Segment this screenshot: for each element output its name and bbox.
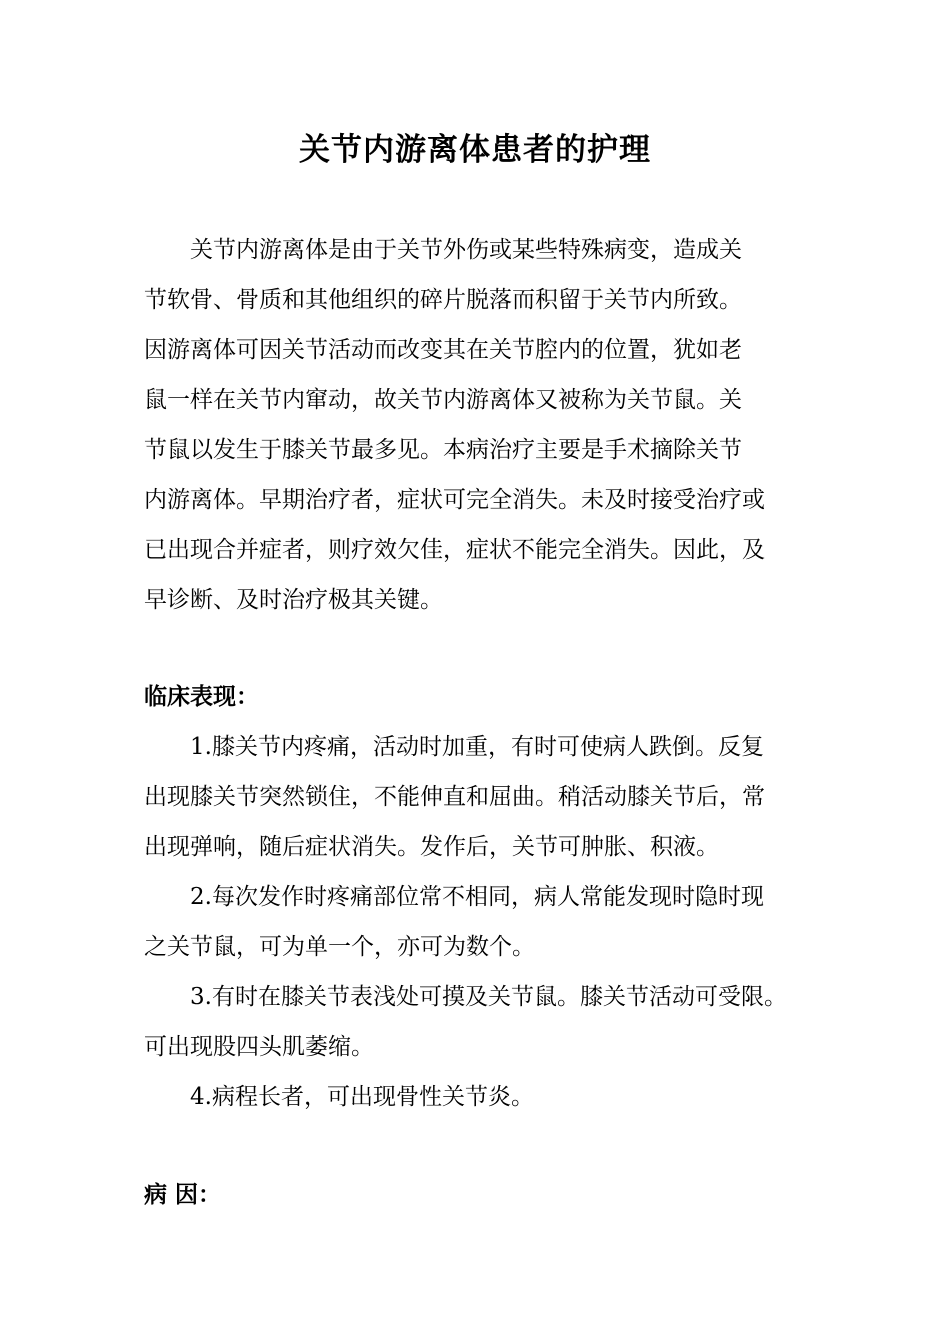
clinical-line: 可出现股四头肌萎缩。 [144,1034,374,1060]
clinical-line: 1.膝关节内疼痛，活动时加重，有时可使病人跌倒。反复 [190,734,764,760]
clinical-line: 4.病程长者，可出现骨性关节炎。 [190,1084,534,1110]
intro-line: 节鼠以发生于膝关节最多见。本病治疗主要是手术摘除关节 [144,437,742,463]
intro-line: 已出现合并症者，则疗效欠佳，症状不能完全消失。因此，及 [144,537,765,563]
intro-line: 早诊断、及时治疗极其关键。 [144,587,443,613]
document-title: 关节内游离体患者的护理 [299,132,651,168]
clinical-line: 2.每次发作时疼痛部位常不相同，病人常能发现时隐时现 [190,884,764,910]
clinical-line: 之关节鼠，可为单一个，亦可为数个。 [144,934,535,960]
intro-line: 内游离体。早期治疗者，症状可完全消失。未及时接受治疗或 [144,487,765,513]
intro-paragraph [144,225,814,625]
clinical-paragraph [144,722,814,1122]
clinical-line: 出现膝关节突然锁住，不能伸直和屈曲。稍活动膝关节后，常 [144,784,765,810]
clinical-line: 3.有时在膝关节表浅处可摸及关节鼠。膝关节活动可受限。 [190,984,787,1010]
cause-heading: 病 因： [144,1181,222,1208]
clinical-line: 出现弹响，随后症状消失。发作后，关节可肿胀、积液。 [144,834,719,860]
clinical-heading: 临床表现： [144,683,259,710]
intro-line: 鼠一样在关节内窜动，故关节内游离体又被称为关节鼠。关 [144,387,742,413]
intro-line: 因游离体可因关节活动而改变其在关节腔内的位置，犹如老 [144,337,742,363]
intro-line: 节软骨、骨质和其他组织的碎片脱落而积留于关节内所致。 [144,287,742,313]
intro-line: 关节内游离体是由于关节外伤或某些特殊病变，造成关 [190,237,742,263]
